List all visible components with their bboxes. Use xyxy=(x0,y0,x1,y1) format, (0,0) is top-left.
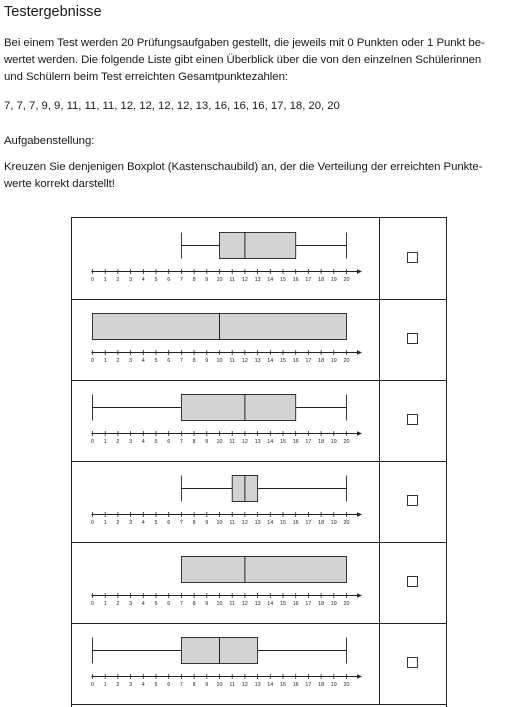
tick-label: 19 xyxy=(330,601,337,607)
tick-label: 9 xyxy=(205,439,209,445)
axis-arrow xyxy=(357,431,362,435)
tick-label: 9 xyxy=(205,358,209,364)
tick-label: 8 xyxy=(192,682,196,688)
boxplot-cell xyxy=(72,461,380,542)
tick-label: 13 xyxy=(254,682,261,688)
tick-label: 13 xyxy=(254,439,261,445)
answer-checkbox[interactable] xyxy=(407,495,418,506)
tick-label: 0 xyxy=(91,520,94,526)
tick-label: 7 xyxy=(179,358,183,364)
tick-label: 14 xyxy=(267,277,274,283)
tick-label: 18 xyxy=(318,439,325,445)
tick-label: 19 xyxy=(330,439,337,445)
tick-label: 17 xyxy=(305,277,312,283)
tick-label: 8 xyxy=(192,439,196,445)
boxplot-cell xyxy=(72,623,380,704)
intro-line: Bei einem Test werden 20 Prüfungsaufgaben gestellt, die jeweils mit 0 Punkten oder 1 Punkt be- xyxy=(4,37,485,49)
tick-label: 15 xyxy=(280,439,286,445)
task-line: werte korrekt darstellt! xyxy=(4,178,115,190)
box-q1-q3 xyxy=(181,395,295,421)
tick-label: 18 xyxy=(318,520,325,526)
tick-label: 19 xyxy=(330,682,337,688)
tick-label: 17 xyxy=(305,439,312,445)
tick-label: 5 xyxy=(154,682,158,688)
tick-label: 13 xyxy=(254,601,261,607)
tick-label: 9 xyxy=(205,682,209,688)
tick-label: 1 xyxy=(103,358,107,364)
tick-label: 7 xyxy=(179,601,183,607)
answer-checkbox[interactable] xyxy=(407,576,418,587)
tick-label: 8 xyxy=(192,277,196,283)
boxplot-chart xyxy=(72,218,380,299)
tick-label: 20 xyxy=(343,358,350,364)
intro-paragraph xyxy=(4,35,506,86)
answer-table xyxy=(71,217,447,707)
tick-label: 16 xyxy=(292,277,299,283)
tick-label: 0 xyxy=(91,439,94,445)
tick-label: 10 xyxy=(216,682,223,688)
answer-row xyxy=(72,461,446,543)
tick-label: 16 xyxy=(292,439,299,445)
tick-label: 18 xyxy=(318,682,325,688)
axis-arrow xyxy=(357,269,362,273)
tick-label: 13 xyxy=(254,277,261,283)
tick-label: 13 xyxy=(254,520,261,526)
tick-label: 5 xyxy=(154,277,158,283)
tick-label: 7 xyxy=(179,682,183,688)
tick-label: 6 xyxy=(167,277,171,283)
tick-label: 14 xyxy=(267,682,274,688)
tick-label: 15 xyxy=(280,358,286,364)
answer-checkbox[interactable] xyxy=(407,333,418,344)
tick-label: 11 xyxy=(229,277,236,283)
tick-label: 14 xyxy=(267,439,274,445)
tick-label: 20 xyxy=(343,682,350,688)
tick-label: 1 xyxy=(103,520,107,526)
data-list: 7, 7, 7, 9, 9, 11, 11, 11, 12, 12, 12, 12, 13, 16, 16, 16, 17, 18, 20, 20 xyxy=(4,100,340,112)
tick-label: 15 xyxy=(280,682,286,688)
boxplot-cell xyxy=(72,218,380,299)
tick-label: 16 xyxy=(292,682,299,688)
tick-label: 11 xyxy=(229,601,236,607)
tick-label: 3 xyxy=(129,358,133,364)
tick-label: 17 xyxy=(305,358,312,364)
tick-label: 14 xyxy=(267,358,274,364)
tick-label: 10 xyxy=(216,439,223,445)
tick-label: 1 xyxy=(103,601,107,607)
tick-label: 20 xyxy=(343,520,350,526)
checkbox-cell xyxy=(380,461,446,542)
tick-label: 19 xyxy=(330,358,337,364)
tick-label: 2 xyxy=(116,439,120,445)
tick-label: 17 xyxy=(305,601,312,607)
tick-label: 1 xyxy=(103,682,107,688)
tick-label: 4 xyxy=(141,358,145,364)
tick-label: 4 xyxy=(141,277,145,283)
tick-label: 13 xyxy=(254,358,261,364)
boxplot-cell xyxy=(72,299,380,380)
tick-label: 5 xyxy=(154,439,158,445)
tick-label: 12 xyxy=(241,682,248,688)
tick-label: 0 xyxy=(91,277,94,283)
tick-label: 3 xyxy=(129,277,133,283)
answer-checkbox[interactable] xyxy=(407,252,418,263)
task-heading: Aufgabenstellung: xyxy=(4,135,95,147)
box-q1-q3 xyxy=(181,557,346,583)
tick-label: 17 xyxy=(305,520,312,526)
tick-label: 0 xyxy=(91,601,94,607)
boxplot-chart xyxy=(72,623,380,704)
task-line: Kreuzen Sie denjenigen Boxplot (Kastenschaubild) an, der die Verteilung der erreichten Punkte- xyxy=(4,161,483,173)
checkbox-cell xyxy=(380,380,446,461)
tick-label: 0 xyxy=(91,682,94,688)
tick-label: 14 xyxy=(267,520,274,526)
tick-label: 7 xyxy=(179,520,183,526)
tick-label: 3 xyxy=(129,520,133,526)
tick-label: 6 xyxy=(167,439,171,445)
answer-checkbox[interactable] xyxy=(407,414,418,425)
tick-label: 4 xyxy=(141,439,145,445)
checkbox-cell xyxy=(380,299,446,380)
tick-label: 3 xyxy=(129,439,133,445)
tick-label: 9 xyxy=(205,277,209,283)
tick-label: 1 xyxy=(103,439,107,445)
intro-line: wertet werden. Die folgende Liste gibt einen Überblick über die von den einzelnen Schülerinnen xyxy=(4,54,482,66)
tick-label: 6 xyxy=(167,520,171,526)
tick-label: 4 xyxy=(141,682,145,688)
tick-label: 20 xyxy=(343,439,350,445)
tick-label: 3 xyxy=(129,601,133,607)
tick-label: 9 xyxy=(205,520,209,526)
checkbox-cell xyxy=(380,218,446,299)
tick-label: 5 xyxy=(154,601,158,607)
tick-label: 12 xyxy=(241,520,248,526)
tick-label: 6 xyxy=(167,601,171,607)
tick-label: 10 xyxy=(216,520,223,526)
answer-row xyxy=(72,380,446,462)
task-text xyxy=(4,159,506,193)
tick-label: 8 xyxy=(192,520,196,526)
boxplot-chart xyxy=(72,461,380,542)
tick-label: 20 xyxy=(343,601,350,607)
tick-label: 3 xyxy=(129,682,133,688)
tick-label: 15 xyxy=(280,520,286,526)
tick-label: 11 xyxy=(229,520,236,526)
checkbox-cell xyxy=(380,542,446,623)
tick-label: 18 xyxy=(318,601,325,607)
tick-label: 12 xyxy=(241,358,248,364)
tick-label: 16 xyxy=(292,358,299,364)
tick-label: 15 xyxy=(280,601,286,607)
tick-label: 12 xyxy=(241,277,248,283)
box-q1-q3 xyxy=(220,233,296,259)
tick-label: 6 xyxy=(167,682,171,688)
axis-arrow xyxy=(357,674,362,678)
tick-label: 8 xyxy=(192,358,196,364)
tick-label: 19 xyxy=(330,277,337,283)
answer-row xyxy=(72,542,446,624)
tick-label: 4 xyxy=(141,520,145,526)
axis-arrow xyxy=(357,512,362,516)
tick-label: 18 xyxy=(318,277,325,283)
tick-label: 10 xyxy=(216,277,223,283)
tick-label: 14 xyxy=(267,601,274,607)
boxplot-chart xyxy=(72,380,380,461)
tick-label: 10 xyxy=(216,358,223,364)
tick-label: 10 xyxy=(216,601,223,607)
answer-row xyxy=(72,623,446,705)
tick-label: 15 xyxy=(280,277,286,283)
tick-label: 12 xyxy=(241,601,248,607)
boxplot-chart xyxy=(72,542,380,623)
axis-arrow xyxy=(357,350,362,354)
tick-label: 20 xyxy=(343,277,350,283)
tick-label: 11 xyxy=(229,439,236,445)
boxplot-cell xyxy=(72,380,380,461)
tick-label: 6 xyxy=(167,358,171,364)
axis-arrow xyxy=(357,593,362,597)
answer-row xyxy=(72,299,446,381)
tick-label: 2 xyxy=(116,682,120,688)
tick-label: 18 xyxy=(318,358,325,364)
checkbox-cell xyxy=(380,623,446,704)
tick-label: 7 xyxy=(179,439,183,445)
tick-label: 19 xyxy=(330,520,337,526)
tick-label: 1 xyxy=(103,277,107,283)
tick-label: 5 xyxy=(154,520,158,526)
tick-label: 17 xyxy=(305,682,312,688)
tick-label: 11 xyxy=(229,682,236,688)
tick-label: 12 xyxy=(241,439,248,445)
tick-label: 7 xyxy=(179,277,183,283)
answer-row xyxy=(72,218,446,300)
answer-checkbox[interactable] xyxy=(407,657,418,668)
tick-label: 0 xyxy=(91,358,94,364)
tick-label: 5 xyxy=(154,358,158,364)
boxplot-cell xyxy=(72,542,380,623)
intro-line: und Schülern beim Test erreichten Gesamtpunktezahlen: xyxy=(4,71,288,83)
tick-label: 2 xyxy=(116,601,120,607)
tick-label: 2 xyxy=(116,358,120,364)
tick-label: 9 xyxy=(205,601,209,607)
tick-label: 2 xyxy=(116,520,120,526)
tick-label: 2 xyxy=(116,277,120,283)
page-title: Testergebnisse xyxy=(4,4,102,20)
tick-label: 16 xyxy=(292,520,299,526)
tick-label: 8 xyxy=(192,601,196,607)
tick-label: 11 xyxy=(229,358,236,364)
tick-label: 16 xyxy=(292,601,299,607)
tick-label: 4 xyxy=(141,601,145,607)
boxplot-chart xyxy=(72,299,380,380)
